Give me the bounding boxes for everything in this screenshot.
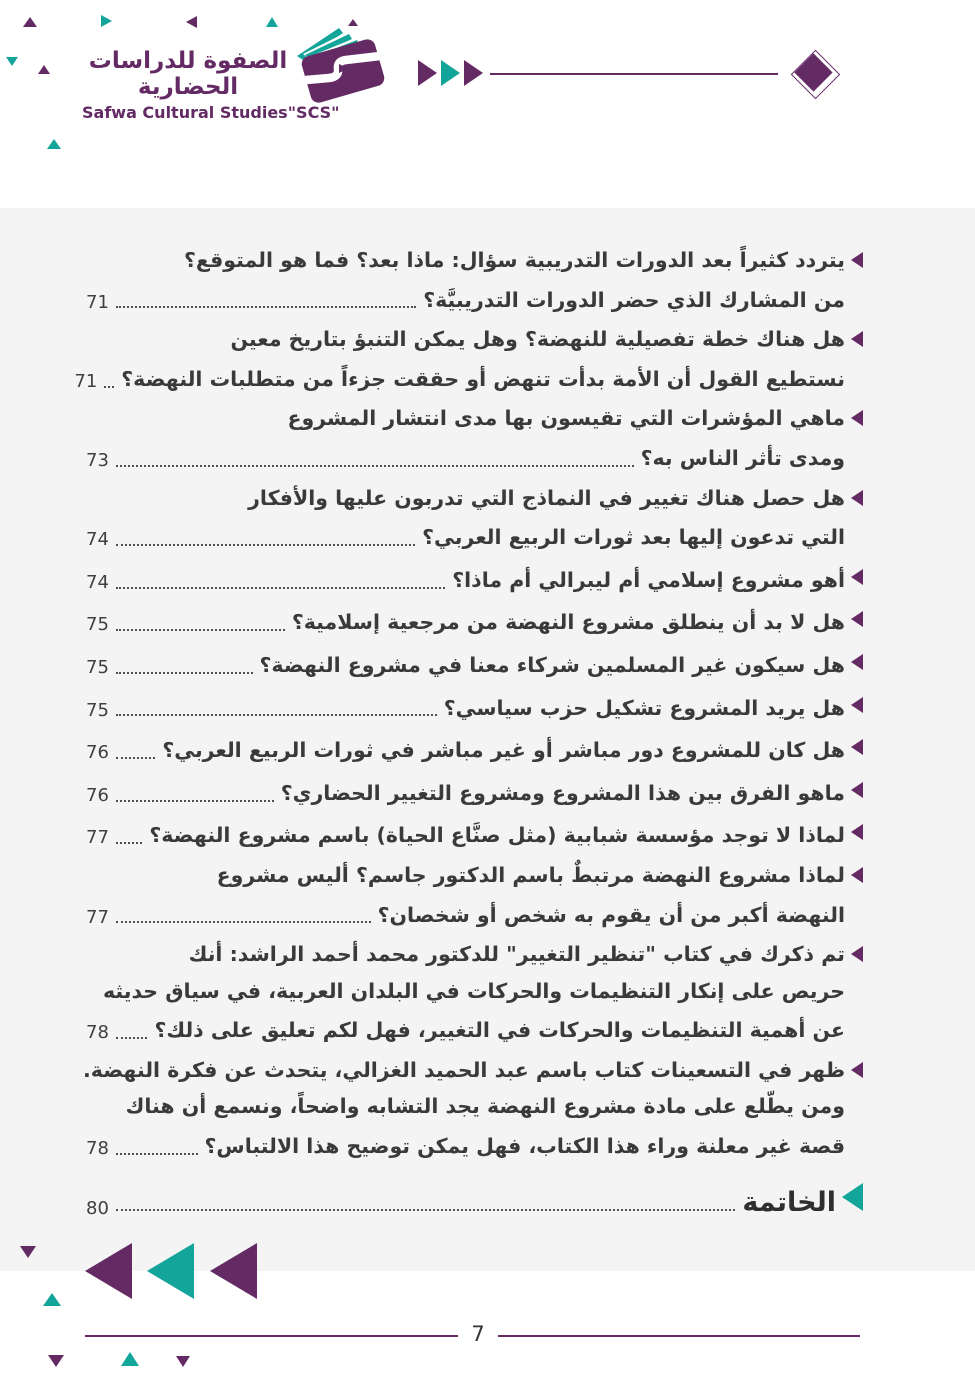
toc-page-number: 77	[86, 906, 109, 928]
toc-line: ماهي المؤشرات التي تقيسون بها مدى انتشار المشروع	[287, 406, 845, 431]
header-rule	[490, 73, 778, 75]
toc-line: تم ذكرك في كتاب "تنظير التغيير" للدكتور محمد أحمد الراشد: أنك	[188, 942, 845, 967]
toc-line: نستطيع القول أن الأمة بدأت تنهض أو حققت جزءاً من متطلبات النهضة؟ 71	[86, 358, 845, 401]
diamond-icon	[795, 54, 835, 94]
entry-bullet-triangle-icon	[851, 824, 863, 840]
decor-triangle-up-icon	[38, 65, 50, 74]
dotted-leader	[104, 371, 114, 388]
toc-page-number: 80	[86, 1197, 109, 1219]
entry-bullet-triangle-icon	[851, 654, 863, 670]
toc-entry	[86, 1175, 863, 1231]
toc-line: ماهو الفرق بين هذا المشروع ومشروع التغيير الحضاري؟ 76	[86, 772, 845, 815]
toc-page-number: 77	[86, 827, 109, 849]
dotted-leader	[116, 1138, 198, 1155]
toc-line: من المشارك الذي حضر الدورات التدريبيَّة؟ 71	[86, 279, 845, 322]
toc-line: لماذا لا توجد مؤسسة شبابية (مثل صنَّاع الحياة) باسم مشروع النهضة؟ 77	[86, 814, 845, 857]
toc-entry	[86, 729, 863, 772]
toc-entry	[86, 772, 863, 815]
decor-triangle-left-icon	[186, 16, 197, 28]
entry-bullet-triangle-icon	[851, 782, 863, 798]
toc-page-number: 75	[86, 614, 109, 636]
toc-line: هل هناك خطة تفصيلية للنهضة؟ وهل يمكن التنبؤ بتاريخ معين	[230, 327, 845, 352]
toc-entry	[86, 857, 863, 936]
decor-triangle-up-icon	[47, 139, 61, 149]
entry-bullet-triangle-icon	[851, 252, 863, 268]
toc-line: هل لا بد أن ينطلق مشروع النهضة من مرجعية إسلامية؟ 75	[86, 601, 845, 644]
dotted-leader	[116, 827, 142, 844]
toc-page-number: 74	[86, 571, 109, 593]
toc-line: أهو مشروع إسلامي أم ليبرالي أم ماذا؟ 74	[86, 559, 845, 602]
dotted-leader	[116, 529, 415, 546]
entry-bullet-triangle-icon	[851, 611, 863, 627]
entry-bullet-triangle-icon	[851, 697, 863, 713]
dotted-leader	[116, 906, 371, 923]
dotted-leader	[116, 1022, 148, 1039]
toc-line: هل يريد المشروع تشكيل حزب سياسي؟ 75	[86, 687, 845, 730]
toc-line: ظهر في التسعينات كتاب باسم عبد الحميد الغزالي، يتحدث عن فكرة النهضة.	[83, 1057, 845, 1082]
toc-entry	[86, 242, 863, 321]
toc-page-number: 71	[74, 370, 98, 392]
header-arrows-icon	[418, 60, 483, 86]
toc-entry	[86, 936, 863, 1052]
toc-line: هل سيكون غير المسلمين شركاء معنا في مشروع النهضة؟ 75	[86, 644, 845, 687]
toc-page-number: 74	[86, 529, 109, 551]
toc-entry	[74, 321, 863, 400]
toc-entry	[86, 814, 863, 857]
toc-entry	[86, 400, 863, 479]
toc-page-number: 75	[86, 699, 109, 721]
footer-arrow-left-icon	[85, 1243, 132, 1299]
toc-page-number: 73	[86, 449, 109, 471]
toc-line: لماذا مشروع النهضة مرتبطٌ باسم الدكتور جاسم؟ أليس مشروع	[216, 862, 845, 887]
dotted-leader	[116, 657, 253, 674]
toc-line: هل حصل هناك تغيير في النماذج التي تدربون عليها والأفكار	[248, 485, 845, 510]
brand-title-english: Safwa Cultural Studies"SCS"	[82, 102, 340, 122]
arrow-right-icon	[464, 60, 483, 86]
toc-line: ومدى تأثر الناس به؟ 73	[86, 437, 845, 480]
toc-line: هل كان للمشروع دور مباشر أو غير مباشر في ثورات الربيع العربي؟ 76	[86, 729, 845, 772]
toc-page-number: 76	[86, 784, 109, 806]
toc-line: يتردد كثيراً بعد الدورات التدريبية سؤال: ماذا بعد؟ فما هو المتوقع؟	[183, 248, 845, 272]
dotted-leader	[116, 291, 416, 308]
toc-page-number: 76	[86, 742, 109, 764]
toc-page-number: 75	[86, 656, 109, 678]
toc-entry	[86, 687, 863, 730]
dotted-leader	[116, 742, 155, 759]
dotted-leader	[116, 1194, 735, 1211]
decor-triangle-right-icon	[101, 15, 112, 27]
entry-bullet-triangle-icon	[851, 490, 863, 506]
entry-bullet-triangle-icon	[842, 1183, 863, 1211]
entry-bullet-triangle-icon	[851, 867, 863, 883]
dotted-leader	[116, 572, 445, 589]
arrow-right-icon	[418, 60, 437, 86]
toc-line: عن أهمية التنظيمات والحركات في التغيير، فهل لكم تعليق على ذلك؟ 78	[86, 1009, 845, 1052]
entry-bullet-triangle-icon	[851, 569, 863, 585]
decor-triangle-down-icon	[176, 1356, 190, 1367]
toc-entry	[86, 601, 863, 644]
dotted-leader	[116, 614, 285, 631]
footer-arrow-left-icon	[147, 1243, 194, 1299]
decor-triangle-down-icon	[48, 1355, 64, 1367]
footer-rule-right	[498, 1335, 860, 1337]
page-number: 7	[471, 1322, 485, 1346]
decor-triangle-down-icon	[6, 57, 18, 66]
toc-line: الخاتمة 80	[86, 1175, 836, 1231]
toc-entry	[86, 644, 863, 687]
toc-line: قصة غير معلنة وراء هذا الكتاب، فهل يمكن توضيح هذا الالتباس؟ 78	[86, 1125, 845, 1168]
entry-bullet-triangle-icon	[851, 739, 863, 755]
brand-title-arabic: الصفوة للدراسات الحضارية	[88, 48, 288, 101]
safwa-logo-icon	[283, 20, 399, 110]
toc-page-number: 78	[86, 1138, 109, 1160]
toc-line: حريص على إنكار التنظيمات والحركات في البلدان العربية، في سياق حديثه	[102, 978, 845, 1003]
decor-triangle-up-icon	[266, 17, 278, 27]
entry-bullet-triangle-icon	[851, 946, 863, 962]
toc-page-number: 78	[86, 1022, 109, 1044]
toc-line: التي تدعون إليها بعد ثورات الربيع العربي؟ 74	[86, 516, 845, 559]
toc-list	[74, 242, 863, 1231]
brand-block	[82, 48, 340, 122]
toc-entry	[86, 559, 863, 602]
dotted-leader	[116, 699, 437, 716]
toc-page-number: 71	[86, 291, 109, 313]
entry-bullet-triangle-icon	[851, 410, 863, 426]
toc-line: النهضة أكبر من أن يقوم به شخص أو شخصان؟ 77	[86, 894, 845, 937]
entry-bullet-triangle-icon	[851, 331, 863, 347]
dotted-leader	[116, 450, 634, 467]
arrow-right-icon	[441, 60, 460, 86]
footer-arrow-left-icon	[210, 1243, 257, 1299]
footer-rule-left	[85, 1335, 458, 1337]
decor-triangle-up-icon	[43, 1293, 61, 1306]
toc-entry	[86, 480, 863, 559]
decor-triangle-up-icon	[121, 1352, 139, 1366]
dotted-leader	[116, 785, 274, 802]
decor-triangle-down-icon	[20, 1246, 36, 1258]
decor-triangle-up-icon	[23, 17, 37, 27]
entry-bullet-triangle-icon	[851, 1062, 863, 1078]
toc-line: ومن يطّلع على مادة مشروع النهضة يجد التشابه واضحاً، ونسمع أن هناك	[125, 1094, 845, 1119]
toc-entry	[83, 1052, 863, 1168]
